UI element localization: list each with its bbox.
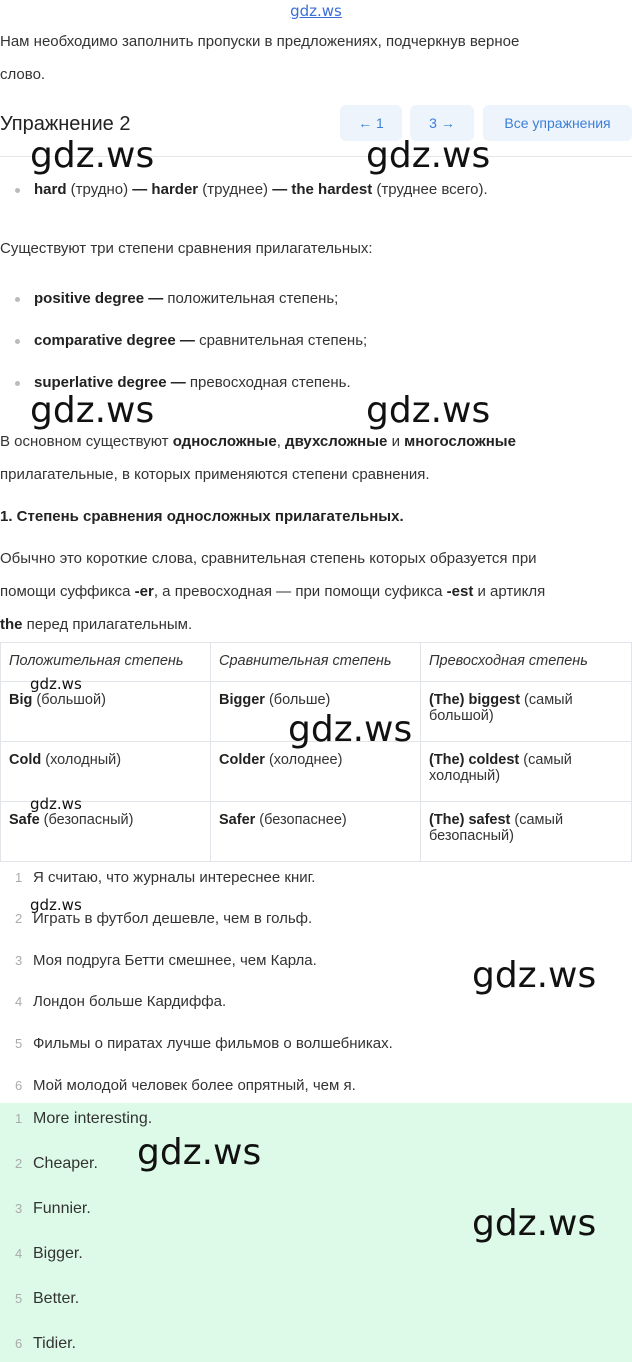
watermark: gdz.ws	[137, 1132, 262, 1173]
answer-item: 1 More interesting.	[15, 1110, 153, 1127]
table-cell: (The) coldest (самый холодный)	[421, 742, 632, 802]
table-cell: Cold (холодный)	[1, 742, 211, 802]
watermark: gdz.ws	[366, 390, 491, 431]
table-header-row	[1, 643, 632, 682]
list-item: 3 Моя подруга Бетти смешнее, чем Карла.	[15, 952, 317, 969]
table-header: Превосходная степень	[421, 643, 632, 682]
section-heading: 1. Степень сравнения односложных прилагательных.	[0, 508, 404, 525]
site-link[interactable]: gdz.ws	[290, 2, 342, 20]
list-item: 5 Фильмы о пиратах лучше фильмов о волшебниках.	[15, 1035, 393, 1052]
intro-line-2: слово.	[0, 66, 46, 83]
list-item: 1 Я считаю, что журналы интереснее книг.	[15, 869, 316, 886]
paragraph-line: помощи суффикса -er, а превосходная — при помощи суфикса -est и артикля	[0, 583, 546, 600]
degree-item: superlative degree — превосходная степень.	[15, 374, 351, 391]
table-header: Положительная степень	[1, 643, 211, 682]
list-item: 6 Мой молодой человек более опрятный, чем я.	[15, 1077, 356, 1094]
watermark: gdz.ws	[30, 675, 82, 693]
watermark: gdz.ws	[472, 955, 597, 996]
prev-exercise-button[interactable]: ← 1	[340, 105, 402, 141]
answer-item: 6 Tidier.	[15, 1335, 76, 1352]
watermark: gdz.ws	[366, 135, 491, 176]
paragraph-line: Обычно это короткие слова, сравнительная степень которых образуется при	[0, 550, 537, 567]
table-cell: (The) safest (самый безопасный)	[421, 802, 632, 862]
watermark: gdz.ws	[30, 896, 82, 914]
list-item: 4 Лондон больше Кардиффа.	[15, 993, 227, 1010]
watermark: gdz.ws	[288, 709, 413, 750]
watermark: gdz.ws	[30, 390, 155, 431]
table-cell: Bigger (больше)	[211, 682, 421, 742]
bullet	[15, 381, 20, 386]
watermark: gdz.ws	[30, 795, 82, 813]
table-header: Сравнительная степень	[211, 643, 421, 682]
list-item: 2 Играть в футбол дешевле, чем в гольф.	[15, 910, 313, 927]
degree-item: comparative degree — сравнительная степень;	[15, 332, 367, 349]
table-cell: Colder (холоднее)	[211, 742, 421, 802]
watermark: gdz.ws	[472, 1203, 597, 1244]
intro-line-1: Нам необходимо заполнить пропуски в предложениях, подчеркнув верное	[0, 33, 520, 50]
paragraph-line: the перед прилагательным.	[0, 616, 193, 633]
exercise-title: Упражнение 2	[0, 113, 131, 135]
comparison-table	[0, 642, 632, 862]
answer-item: 5 Better.	[15, 1290, 80, 1307]
next-exercise-button[interactable]: 3 →	[410, 105, 474, 141]
paragraph-line: прилагательные, в которых применяются степени сравнения.	[0, 466, 430, 483]
table-row	[1, 802, 632, 862]
degrees-intro: Существуют три степени сравнения прилагательных:	[0, 240, 373, 257]
answer-item: 4 Bigger.	[15, 1245, 83, 1262]
answer-item: 3 Funnier.	[15, 1200, 91, 1217]
bullet	[15, 188, 20, 193]
hard-example: hard (трудно) — harder (труднее) — the hardest (труднее всего).	[15, 181, 488, 198]
table-cell: Big (большой)	[1, 682, 211, 742]
table-row	[1, 742, 632, 802]
table-cell: (The) biggest (самый большой)	[421, 682, 632, 742]
watermark: gdz.ws	[30, 135, 155, 176]
degree-item: positive degree — положительная степень;	[15, 290, 338, 307]
table-cell: Safer (безопаснее)	[211, 802, 421, 862]
bullet	[15, 297, 20, 302]
bullet	[15, 339, 20, 344]
all-exercises-button[interactable]: Все упражнения	[483, 105, 632, 141]
answer-item: 2 Cheaper.	[15, 1155, 98, 1172]
table-cell: Safe (безопасный)	[1, 802, 211, 862]
paragraph-line: В основном существуют односложные, двухсложные и многосложные	[0, 433, 516, 450]
